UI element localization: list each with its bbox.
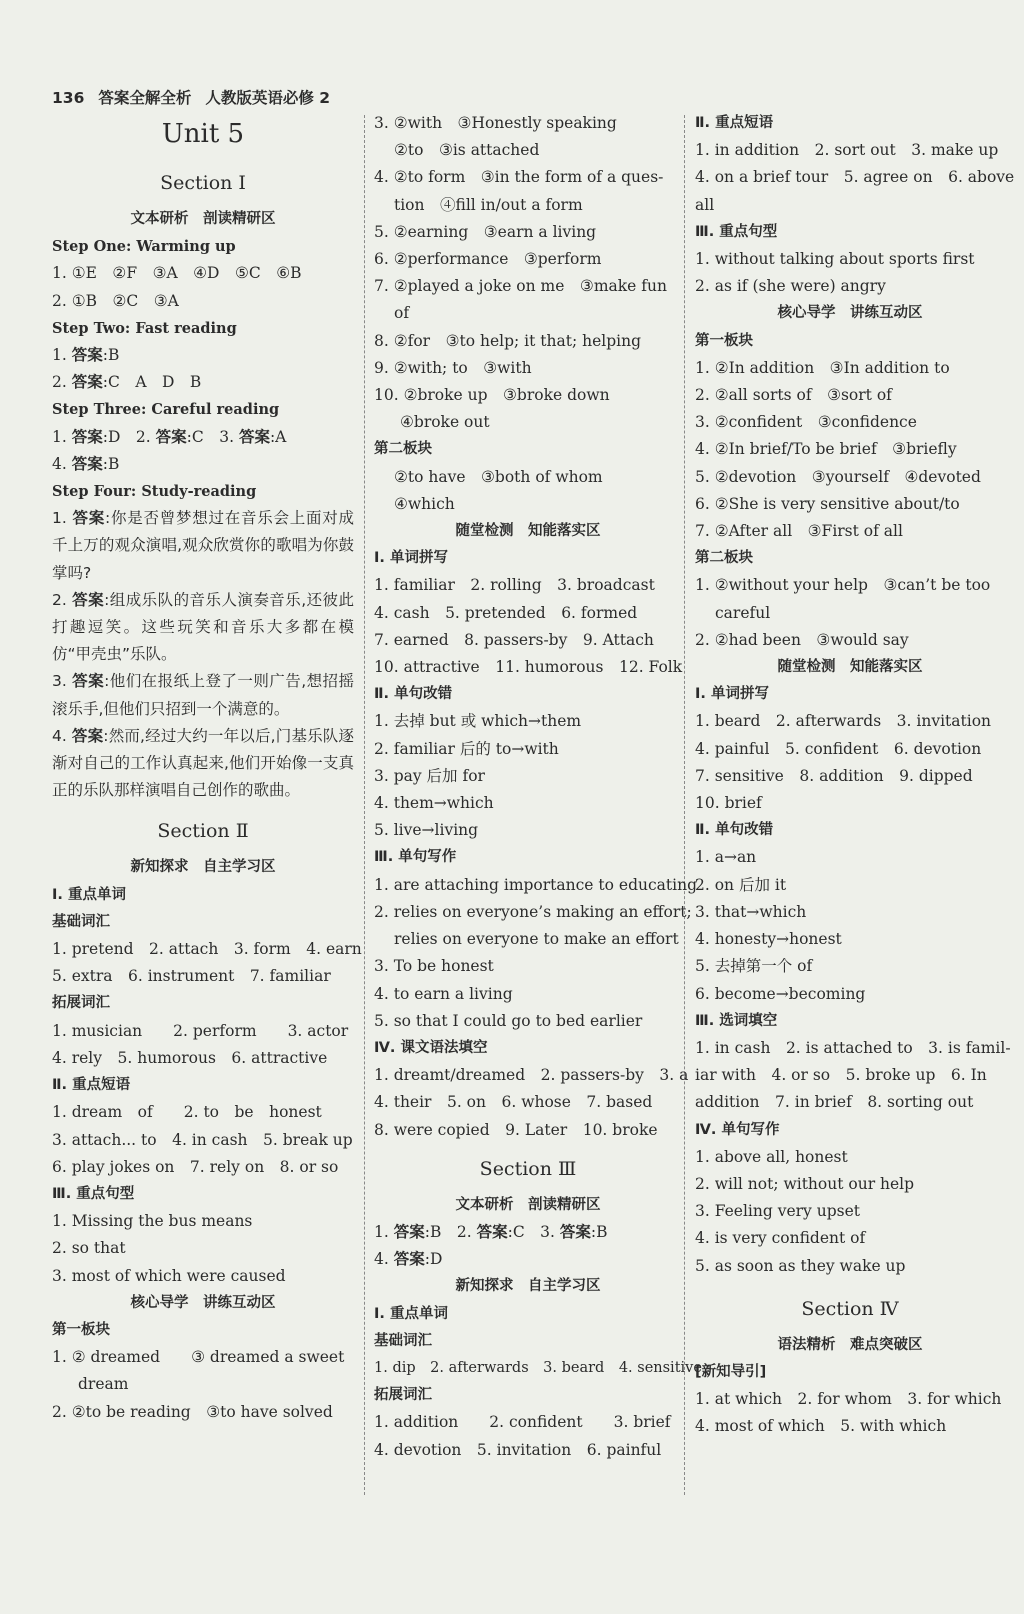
answer-line: 2. relies on everyone’s making an effort; — [374, 902, 692, 921]
subsection-heading: Ⅲ. 选词填空 — [695, 1012, 778, 1029]
answer-line: 2. ②to be reading ③to have solved — [52, 1402, 333, 1421]
answer-line: dream — [78, 1375, 129, 1394]
answer-line: 4. ②to form ③in the form of a ques- — [374, 168, 664, 187]
answer-line: 3. ②with ③Honestly speaking — [374, 114, 617, 132]
answer-line: 2. will not; without our help — [695, 1174, 915, 1193]
answer-line: careful — [715, 603, 771, 622]
zone-heading: 随堂检测 知能落实区 — [455, 523, 601, 540]
answer-line: 1. 答案:B — [52, 346, 120, 365]
answer-line: 5. extra 6. instrument 7. familiar — [52, 967, 331, 986]
subsection-heading: Ⅰ. 重点单词 — [52, 886, 126, 903]
column-1 — [52, 110, 362, 1426]
answer-line: 4. ②In brief/To be brief ③briefly — [695, 440, 957, 459]
answer-line: 9. ②with; to ③with — [374, 358, 532, 377]
answer-line: 3. most of which were caused — [52, 1266, 286, 1285]
answer-line: 1. Missing the bus means — [52, 1212, 253, 1231]
answer-line: 10. brief — [695, 794, 762, 813]
answer-line: 4. them→which — [374, 794, 494, 813]
answer-line: 2. 答案:C A D B — [52, 373, 202, 392]
step-heading: Step Four: Study-reading — [52, 483, 257, 501]
page-number: 136 — [52, 89, 85, 107]
subsection-heading: 第二板块 — [374, 441, 432, 458]
answer-line: 3. that→which — [695, 902, 807, 921]
answer-line: 1. above all, honest — [695, 1147, 848, 1166]
answer-line: 1. pretend 2. attach 3. form 4. earn — [52, 940, 362, 959]
section-title: Section Ⅰ — [160, 172, 246, 194]
unit-title: Unit 5 — [161, 119, 245, 149]
subsection-heading: Ⅰ. 单词拼写 — [374, 550, 448, 567]
answer-line: iar with 4. or so 5. broke up 6. In — [695, 1066, 987, 1085]
answer-line: 3. To be honest — [374, 957, 494, 976]
answer-line: 3. Feeling very upset — [695, 1202, 860, 1221]
answer-line: 1. ② dreamed ③ dreamed a sweet — [52, 1348, 345, 1367]
answer-line: 4. cash 5. pretended 6. formed — [374, 603, 638, 622]
subsection-heading: Ⅱ. 重点短语 — [695, 115, 774, 131]
zone-heading: 语法精析 难点突破区 — [777, 1336, 923, 1353]
zone-heading: 核心导学 讲练互动区 — [777, 305, 923, 322]
answer-paragraph: 3. 答案:他们在报纸上登了一则广告,想招摇滚乐手,但他们只招到一个满意的。 — [52, 672, 354, 718]
step-heading: Step One: Warming up — [52, 238, 236, 256]
subsection-heading: 基础词汇 — [52, 913, 110, 930]
answer-line: 5. ②earning ③earn a living — [374, 222, 597, 241]
answer-line: 2. as if (she were) angry — [695, 277, 886, 296]
answer-line: 7. sensitive 8. addition 9. dipped — [695, 766, 973, 785]
subsection-heading: Ⅱ. 重点短语 — [52, 1077, 131, 1094]
answer-line: 6. ②She is very sensitive about/to — [695, 494, 960, 513]
answer-line: 5. 去掉第一个 of — [695, 957, 813, 976]
answer-line: 4. rely 5. humorous 6. attractive — [52, 1048, 328, 1067]
answer-line: 4. 答案:B — [52, 454, 120, 473]
subsection-heading: [新知导引] — [695, 1363, 767, 1380]
column-3 — [695, 110, 1015, 1441]
answer-line: ②to ③is attached — [394, 141, 540, 160]
answer-line: 6. become→becoming — [695, 984, 866, 1003]
page-header — [52, 86, 330, 108]
answer-line: 1. addition 2. confident 3. brief — [374, 1413, 671, 1432]
section-title: Section Ⅳ — [801, 1297, 899, 1320]
answer-line: 1. 答案:D 2. 答案:C 3. 答案:A — [52, 427, 287, 446]
answer-line: 5. ②devotion ③yourself ④devoted — [695, 467, 981, 486]
answer-line: 2. ②all sorts of ③sort of — [695, 386, 892, 405]
subsection-heading: 第一板块 — [695, 332, 753, 349]
answer-line: 7. earned 8. passers-by 9. Attach — [374, 630, 654, 649]
section-title: Section Ⅲ — [479, 1157, 577, 1180]
answer-line: 10. attractive 11. humorous 12. Folk — [374, 658, 683, 677]
step-heading: Step Two: Fast reading — [52, 319, 237, 337]
zone-heading: 新知探求 自主学习区 — [455, 1278, 601, 1295]
section-title: Section Ⅱ — [157, 820, 249, 843]
answer-line: 5. so that I could go to bed earlier — [374, 1011, 643, 1030]
answer-line: ④which — [394, 494, 455, 513]
zone-heading: 核心导学 讲练互动区 — [130, 1294, 276, 1311]
answer-line: 1. in cash 2. is attached to 3. is famil- — [695, 1038, 1011, 1057]
answer-line: of — [394, 304, 410, 323]
answer-line: 1. beard 2. afterwards 3. invitation — [695, 712, 992, 731]
answer-line: 1. 去掉 but 或 which→them — [374, 712, 582, 731]
subsection-heading: Ⅲ. 单句写作 — [374, 849, 457, 866]
zone-heading: 随堂检测 知能落实区 — [777, 659, 923, 676]
subsection-heading: 拓展词汇 — [52, 995, 110, 1012]
answer-line: 4. painful 5. confident 6. devotion — [695, 739, 982, 758]
answer-line: ②to have ③both of whom — [394, 467, 603, 486]
answer-line: 1. ②In addition ③In addition to — [695, 358, 950, 377]
subsection-heading: 基础词汇 — [374, 1332, 432, 1349]
column-divider-right — [684, 115, 685, 1495]
column-2 — [374, 110, 702, 1464]
answer-line: 1. at which 2. for whom 3. for which — [695, 1390, 1002, 1409]
book-series-title: 答案全解全析 — [98, 89, 192, 107]
answer-line: 1. familiar 2. rolling 3. broadcast — [374, 576, 655, 595]
answer-line: 1. ①E ②F ③A ④D ⑤C ⑥B — [52, 264, 302, 283]
answer-line: 8. ②for ③to help; it that; helping — [374, 331, 641, 350]
step-heading: Step Three: Careful reading — [52, 401, 280, 419]
subsection-heading: 第二板块 — [695, 550, 753, 567]
answer-line: 10. ②broke up ③broke down — [374, 386, 610, 405]
book-title: 人教版英语必修 2 — [205, 89, 331, 107]
column-divider-left — [364, 115, 365, 1495]
answer-line: 2. ②had been ③would say — [695, 630, 909, 649]
zone-heading: 文本研析 剖读精研区 — [130, 211, 276, 227]
answer-paragraph: 2. 答案:组成乐队的音乐人演奏音乐,还彼此打趣逗笑。这些玩笑和音乐大多都在模仿“甲壳虫”乐队。 — [52, 590, 354, 664]
subsection-heading: Ⅰ. 单词拼写 — [695, 686, 769, 703]
answer-line: relies on everyone to make an effort — [394, 930, 679, 949]
answer-paragraph: 1. 答案:你是否曾梦想过在音乐会上面对成千上万的观众演唱,观众欣赏你的歌唱为你鼓掌吗? — [52, 509, 354, 582]
answer-line: 4. is very confident of — [695, 1229, 866, 1248]
answer-line: 6. play jokes on 7. rely on 8. or so — [52, 1157, 339, 1176]
answer-line: 4. to earn a living — [374, 984, 513, 1003]
answer-line: 3. ②confident ③confidence — [695, 413, 917, 432]
answer-line: all — [695, 195, 715, 214]
answer-line: addition 7. in brief 8. sorting out — [695, 1093, 974, 1112]
subsection-heading: Ⅰ. 重点单词 — [374, 1305, 448, 1322]
answer-line: 1. are attaching importance to educating — [374, 875, 697, 894]
answer-line: 8. were copied 9. Later 10. broke — [374, 1120, 658, 1139]
answer-line: 4. most of which 5. with which — [695, 1417, 947, 1436]
answer-line: 3. pay 后加 for — [374, 766, 485, 785]
answer-line: 1. musician 2. perform 3. actor — [52, 1021, 349, 1040]
subsection-heading: 拓展词汇 — [374, 1387, 432, 1404]
subsection-heading: Ⅲ. 重点句型 — [52, 1185, 135, 1202]
answer-line: 6. ②performance ③perform — [374, 250, 602, 269]
answer-line: 1. dream of 2. to be honest — [52, 1103, 322, 1122]
answer-line: 2. on 后加 it — [695, 875, 787, 894]
answer-line: 2. familiar 后的 to→with — [374, 739, 559, 758]
answer-line: 1. ②without your help ③can’t be too — [695, 576, 991, 595]
subsection-heading: Ⅱ. 单句改错 — [374, 686, 453, 703]
answer-line: 2. ①B ②C ③A — [52, 291, 179, 310]
answer-line: 1. without talking about sports first — [695, 250, 975, 269]
subsection-heading: Ⅳ. 单句写作 — [695, 1121, 780, 1138]
answer-line: 2. so that — [52, 1239, 126, 1258]
answer-line: 7. ②played a joke on me ③make fun — [374, 277, 667, 296]
answer-line: 5. as soon as they wake up — [695, 1256, 906, 1275]
subsection-heading: Ⅲ. 重点句型 — [695, 223, 778, 240]
answer-line: ④broke out — [400, 413, 490, 432]
answer-line: 7. ②After all ③First of all — [695, 522, 903, 541]
zone-heading: 文本研析 剖读精研区 — [455, 1196, 601, 1213]
answer-line: 4. devotion 5. invitation 6. painful — [374, 1440, 662, 1459]
zone-heading: 新知探求 自主学习区 — [130, 859, 276, 876]
answer-line: 1. 答案:B 2. 答案:C 3. 答案:B — [374, 1222, 608, 1241]
subsection-heading: 第一板块 — [52, 1321, 110, 1338]
answer-line: 5. live→living — [374, 821, 479, 840]
answer-line: 4. their 5. on 6. whose 7. based — [374, 1093, 653, 1112]
answer-line: tion ④fill in/out a form — [394, 195, 583, 214]
answer-paragraph: 4. 答案:然而,经过大约一年以后,门基乐队逐渐对自己的工作认真起来,他们开始像一支真正的乐队那样演唱自己创作的歌曲。 — [52, 726, 354, 800]
answer-line: 1. a→an — [695, 848, 757, 867]
answer-line: 1. dreamt/dreamed 2. passers-by 3. a — [374, 1066, 689, 1085]
subsection-heading: Ⅱ. 单句改错 — [695, 822, 774, 839]
answer-line: 1. in addition 2. sort out 3. make up — [695, 141, 999, 160]
subsection-heading: Ⅳ. 课文语法填空 — [374, 1039, 488, 1056]
answer-line: 4. honesty→honest — [695, 930, 842, 949]
answer-line: 3. attach... to 4. in cash 5. break up — [52, 1130, 353, 1149]
answer-line: 1. dip 2. afterwards 3. beard 4. sensitive — [374, 1359, 702, 1376]
answer-line: 4. 答案:D — [374, 1250, 443, 1269]
answer-line: 4. on a brief tour 5. agree on 6. above — [695, 168, 1015, 187]
